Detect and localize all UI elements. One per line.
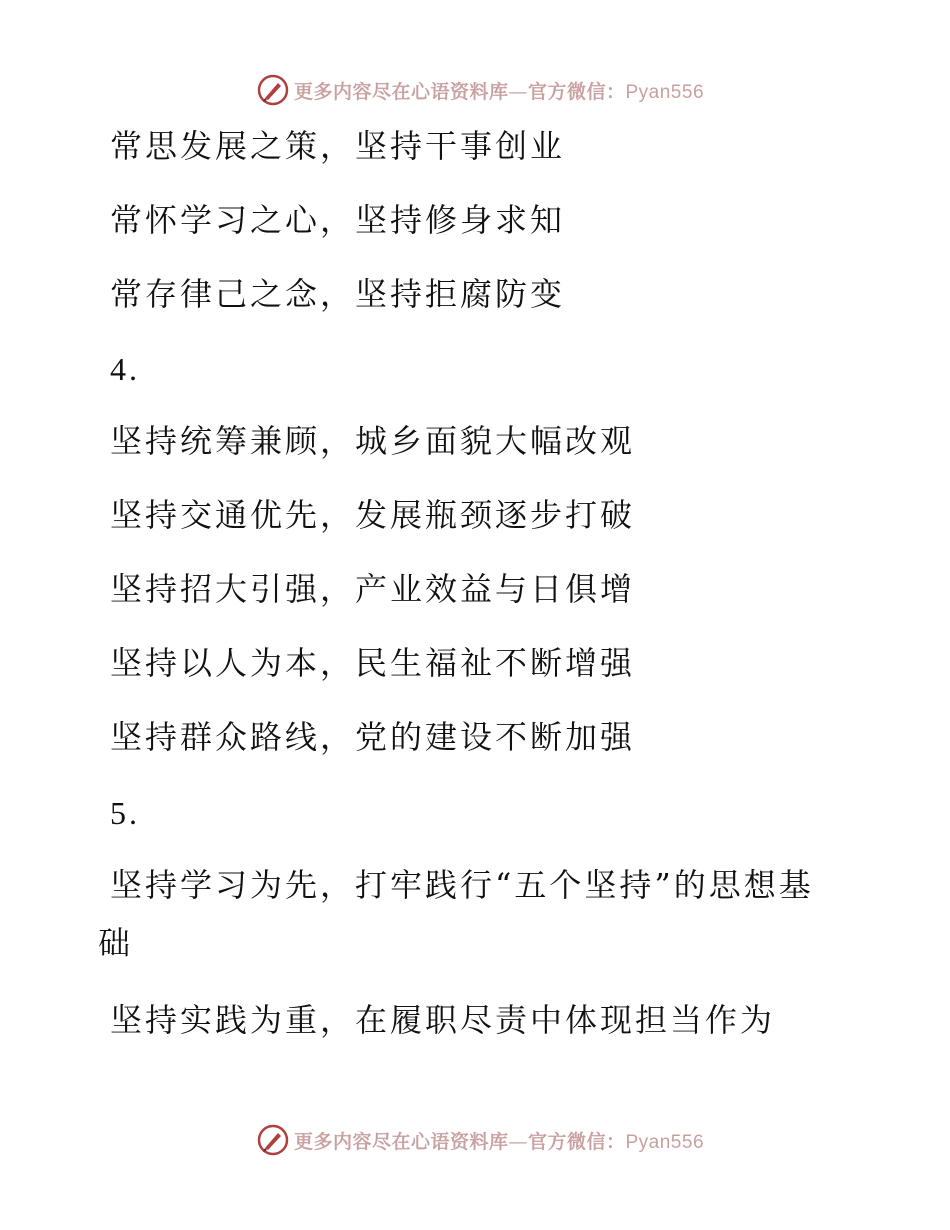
watermark-title: 更多内容尽在心语资料库 bbox=[293, 80, 509, 103]
text-line: 坚持统筹兼顾，城乡面貌大幅改观 bbox=[110, 422, 636, 460]
watermark-label: 官方微信： bbox=[527, 80, 626, 103]
text-line: 坚持学习为先，打牢践行“五个坚持”的思想基 bbox=[110, 866, 814, 904]
watermark-account: Pyan556 bbox=[625, 1131, 705, 1153]
section-number: 5. bbox=[110, 795, 140, 831]
text-line: 坚持群众路线，党的建设不断加强 bbox=[110, 718, 636, 756]
section-number: 4. bbox=[110, 351, 140, 387]
watermark-separator: — bbox=[508, 80, 528, 103]
watermark-separator: — bbox=[508, 1130, 528, 1153]
text-line: 坚持以人为本，民生福祉不断增强 bbox=[110, 644, 636, 682]
text-line: 坚持交通优先，发展瓶颈逐步打破 bbox=[110, 496, 636, 534]
text-line: 常怀学习之心，坚持修身求知 bbox=[110, 201, 566, 239]
header-watermark bbox=[0, 70, 950, 110]
footer-watermark bbox=[0, 1120, 950, 1160]
text-line-continuation: 础 bbox=[98, 924, 134, 962]
text-line: 坚持实践为重，在履职尽责中体现担当作为 bbox=[110, 1001, 776, 1039]
watermark-text bbox=[294, 77, 704, 104]
watermark-label: 官方微信： bbox=[527, 1130, 626, 1153]
watermark-group bbox=[256, 73, 704, 107]
watermark-group bbox=[256, 1123, 704, 1157]
watermark-title: 更多内容尽在心语资料库 bbox=[293, 1130, 509, 1153]
text-line: 常思发展之策，坚持干事创业 bbox=[110, 127, 566, 165]
pen-logo-icon bbox=[256, 1123, 290, 1157]
watermark-account: Pyan556 bbox=[625, 81, 705, 103]
pen-logo-icon bbox=[256, 73, 290, 107]
text-line: 坚持招大引强，产业效益与日俱增 bbox=[110, 570, 636, 608]
watermark-text bbox=[294, 1127, 704, 1154]
text-line: 常存律己之念，坚持拒腐防变 bbox=[110, 275, 566, 313]
